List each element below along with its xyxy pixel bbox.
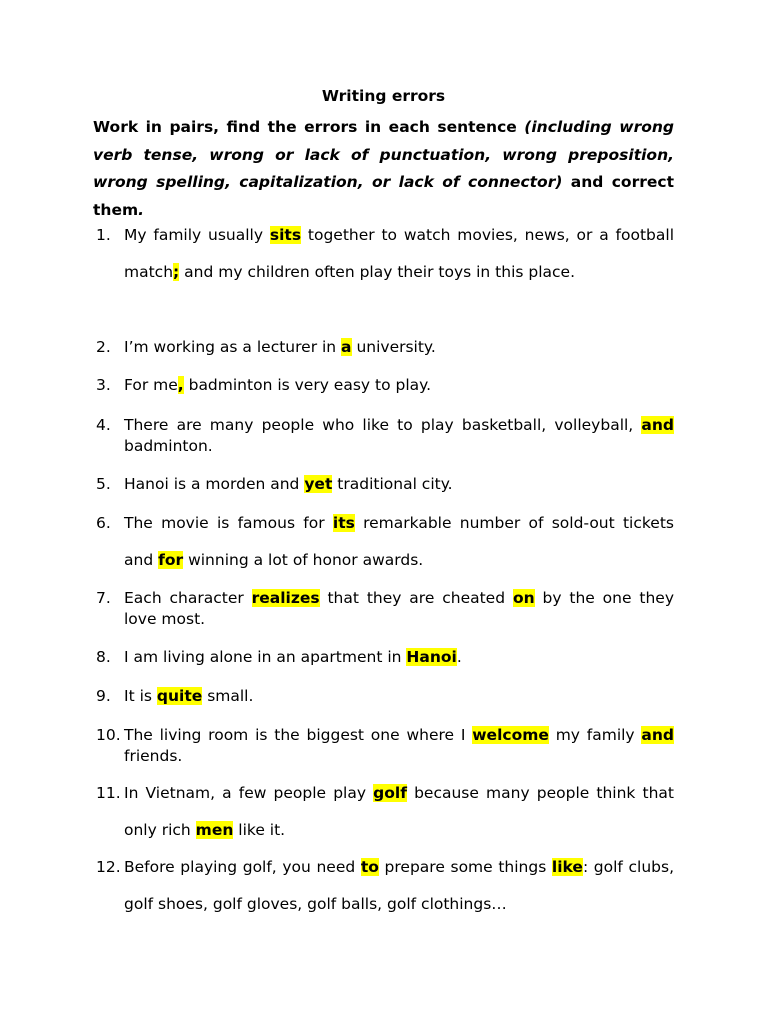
item-number: 5. [96, 475, 111, 493]
item-text [124, 217, 674, 292]
sentence-text: friends. [124, 746, 183, 765]
sentence-text: Each character [124, 589, 252, 607]
item-text [124, 647, 674, 668]
item-text [124, 849, 674, 924]
list-item-6 [93, 505, 674, 580]
item-text [124, 725, 674, 766]
item-text [124, 329, 674, 366]
highlighted-error: welcome [472, 726, 549, 744]
sentence-text: remarkable number of sold-out tickets and [124, 514, 674, 570]
highlighted-error: sits [269, 226, 302, 244]
highlighted-error: golf [373, 784, 407, 802]
item-number: 12. [96, 858, 121, 876]
sentence-text: university. [351, 338, 436, 356]
sentence-text: by the one they love most. [124, 589, 674, 628]
highlighted-error: a [341, 338, 352, 356]
highlighted-error: to [360, 858, 379, 876]
item-text [124, 367, 674, 404]
sentence-text: I’m working as a lecturer in [124, 338, 342, 356]
sentence-text: together to watch movies, news, or a football match [124, 226, 674, 282]
sentence-text: Before playing golf, you need [124, 858, 361, 876]
list-item-2 [93, 329, 674, 366]
sentence-text: . [456, 648, 462, 666]
item-text [124, 686, 674, 707]
highlighted-error: realizes [251, 589, 320, 607]
sentence-text: and my children often play their toys in this place. [179, 263, 576, 282]
sentence-text: It is [124, 687, 157, 705]
item-number: 9. [96, 687, 111, 705]
item-number: 11. [96, 784, 121, 802]
sentence-text: For me [124, 376, 178, 394]
sentence-text: my family [548, 726, 642, 744]
highlighted-error: and [641, 416, 674, 434]
list-item-11 [93, 775, 674, 850]
list-item-10 [93, 725, 674, 766]
list-item-3 [93, 367, 674, 404]
highlighted-error: men [195, 821, 234, 840]
sentence-text: badminton is very easy to play. [183, 376, 432, 394]
list-item-8 [93, 647, 674, 668]
sentence-text: because many people think that only rich [124, 784, 674, 840]
sentence-text: : golf clubs, golf shoes, golf gloves, golf balls, golf clothings… [124, 858, 675, 914]
instructions-detail: (including wrong verb tense, wrong or lack of punctuation, wrong preposition, wrong spelling, capitalization, or lack of connector) [93, 118, 674, 192]
highlighted-error: ; [173, 263, 180, 282]
sentence-text: The movie is famous for [124, 514, 333, 532]
sentence-text: that they are cheated [319, 589, 513, 607]
highlighted-error: Hanoi [406, 648, 457, 666]
list-item-9 [93, 686, 674, 707]
sentence-text: My family usually [124, 226, 270, 244]
page-title: Writing errors [321, 87, 446, 105]
highlighted-error: and [641, 726, 674, 744]
list-item-7 [93, 588, 674, 629]
list-item-1 [93, 217, 674, 292]
sentence-text: Hanoi is a morden and [124, 475, 305, 493]
sentence-text: In Vietnam, a few people play [124, 784, 374, 802]
item-number: 2. [96, 338, 111, 356]
highlighted-error: for [158, 551, 184, 570]
instructions-tail: and correct them [93, 173, 674, 220]
sentence-text: winning a lot of honor awards. [183, 551, 424, 570]
highlighted-error: , [177, 376, 184, 394]
item-number: 4. [96, 416, 111, 434]
sentence-text: small. [202, 687, 254, 705]
highlighted-error: quite [156, 687, 203, 705]
item-text [124, 415, 674, 456]
highlighted-error: yet [304, 475, 333, 493]
item-number: 1. [96, 226, 111, 244]
item-number: 10. [96, 726, 121, 744]
item-number: 3. [96, 376, 111, 394]
sentence-text: The living room is the biggest one where I [124, 726, 473, 744]
sentence-text: badminton. [124, 436, 213, 455]
list-item-4 [93, 415, 674, 456]
list-item-5 [93, 474, 674, 495]
sentence-text: prepare some things [378, 858, 552, 876]
highlighted-error: on [512, 589, 535, 607]
item-text [124, 775, 674, 850]
item-number: 6. [96, 514, 111, 532]
highlighted-error: like [551, 858, 583, 876]
sentence-text: traditional city. [332, 475, 453, 493]
sentence-text: like it. [233, 821, 286, 840]
item-text [124, 474, 674, 495]
item-number: 7. [96, 589, 111, 607]
instructions-period: . [138, 201, 144, 220]
item-number: 8. [96, 648, 111, 666]
sentence-text: There are many people who like to play basketball, volleyball, [124, 416, 642, 434]
item-text [124, 588, 674, 629]
instructions [93, 114, 674, 225]
highlighted-error: its [332, 514, 355, 532]
list-item-12 [93, 849, 674, 924]
item-text [124, 505, 674, 580]
instructions-lead: Work in pairs, find the errors in each sentence [93, 118, 525, 136]
sentence-text: I am living alone in an apartment in [124, 648, 407, 666]
